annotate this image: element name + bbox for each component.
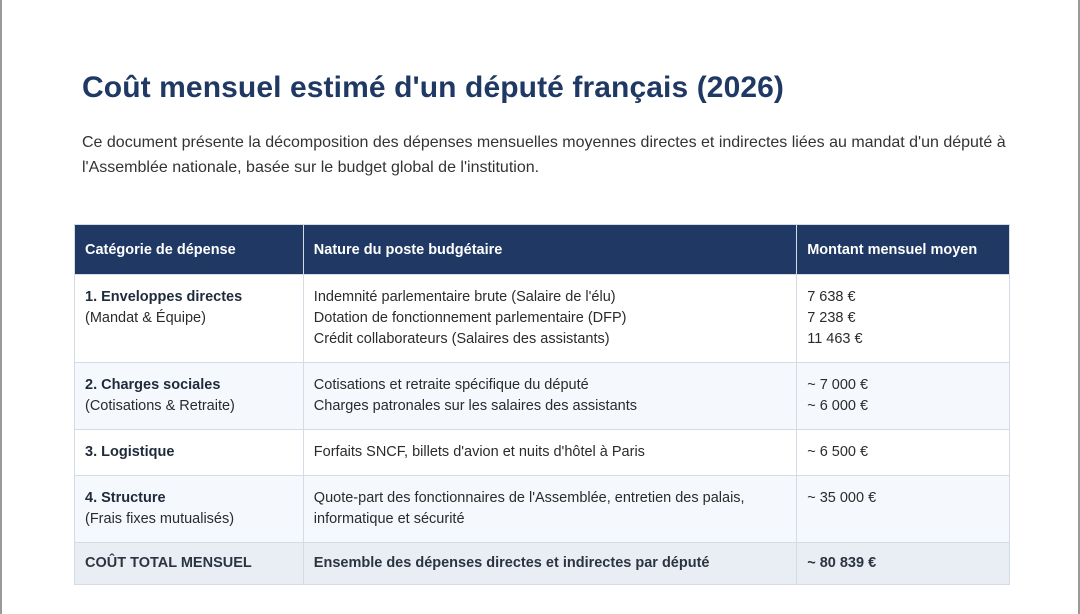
nature-cell: [303, 275, 796, 363]
table-row: [75, 476, 1010, 543]
table-row: [75, 363, 1010, 430]
item-line: Crédit collaborateurs (Salaires des assistants): [313, 331, 610, 347]
nature-cell: [303, 476, 796, 543]
category-title: 3. Logistique: [85, 444, 175, 460]
nature-cell: [303, 363, 796, 430]
amount-value: 11 463 €: [807, 331, 863, 347]
item-line: informatique et sécurité: [313, 511, 465, 527]
table-header-row: [75, 225, 1010, 275]
total-amount: ~ 80 839 €: [797, 543, 1010, 585]
amount-value: ~ 7 000 €: [807, 377, 869, 393]
item-line: Forfaits SNCF, billets d'avion et nuits d'hôtel à Paris: [313, 444, 645, 460]
category-cell: [75, 476, 304, 543]
amount-cell: [797, 430, 1010, 476]
amount-cell: [797, 363, 1010, 430]
header-category: Catégorie de dépense: [75, 225, 304, 275]
header-amount: Montant mensuel moyen: [797, 225, 1010, 275]
nature-cell: [303, 430, 796, 476]
item-line: Cotisations et retraite spécifique du député: [313, 377, 589, 393]
category-cell: [75, 363, 304, 430]
category-subtitle: (Frais fixes mutualisés): [85, 511, 235, 527]
category-title: 1. Enveloppes directes: [85, 289, 243, 305]
category-subtitle: (Mandat & Équipe): [85, 310, 206, 326]
category-cell: [75, 275, 304, 363]
intro-paragraph: Ce document présente la décomposition des dépenses mensuelles moyennes directes et indirectes liées au mandat d'un député à l'Assemblée nationale, basée sur le budget global de l'institution.: [82, 134, 1006, 176]
category-title: 2. Charges sociales: [85, 377, 221, 393]
amount-value: 7 638 €: [807, 289, 856, 305]
category-cell: [75, 430, 304, 476]
category-subtitle: (Cotisations & Retraite): [85, 398, 235, 414]
amount-value: ~ 6 500 €: [807, 444, 869, 460]
table-row: [75, 275, 1010, 363]
item-line: Charges patronales sur les salaires des assistants: [313, 398, 637, 414]
amount-value: 7 238 €: [807, 310, 856, 326]
amount-value: ~ 6 000 €: [807, 398, 869, 414]
item-line: Quote-part des fonctionnaires de l'Assemblée, entretien des palais,: [313, 490, 745, 506]
item-line: Dotation de fonctionnement parlementaire (DFP): [313, 310, 627, 326]
total-description: Ensemble des dépenses directes et indirectes par député: [303, 543, 796, 585]
total-row: [75, 543, 1010, 585]
page-title: Coût mensuel estimé d'un député français (2026): [82, 71, 785, 104]
total-label: COÛT TOTAL MENSUEL: [75, 543, 304, 585]
category-title: 4. Structure: [85, 490, 166, 506]
amount-cell: [797, 275, 1010, 363]
cost-table: [74, 224, 1010, 585]
amount-cell: [797, 476, 1010, 543]
table-row: [75, 430, 1010, 476]
item-line: Indemnité parlementaire brute (Salaire de l'élu): [313, 289, 616, 305]
header-nature: Nature du poste budgétaire: [303, 225, 796, 275]
document: [82, 68, 1012, 108]
amount-value: ~ 35 000 €: [807, 490, 877, 506]
